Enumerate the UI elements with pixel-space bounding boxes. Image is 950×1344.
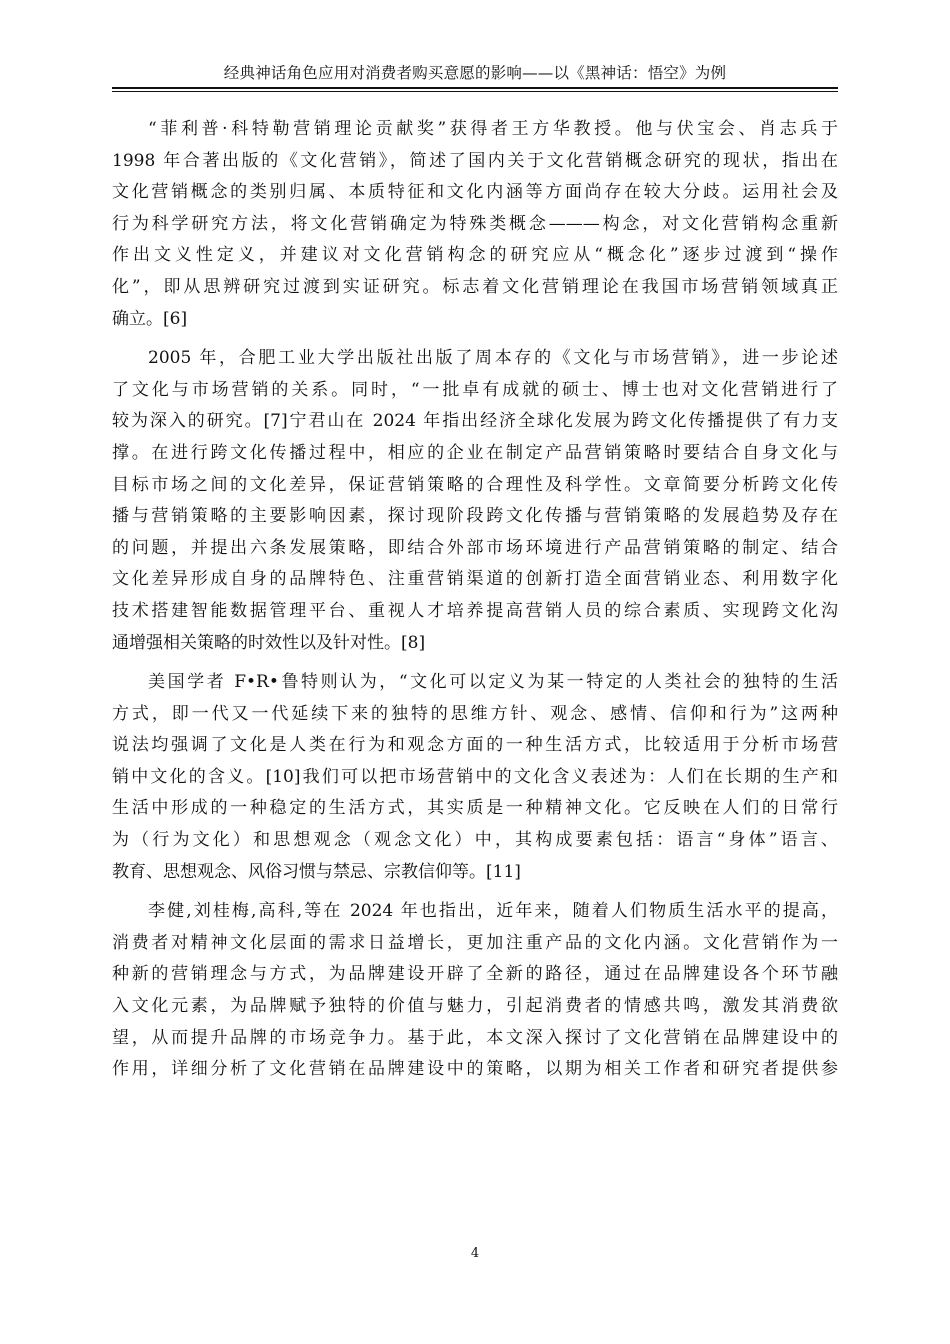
text-line: 入文化元素，为品牌赋予独特的价值与魅力，引起消费者的情感共鸣，激发其消费欲 xyxy=(112,996,838,1017)
text-line: 种新的营销理念与方式，为品牌建设开辟了全新的路径，通过在品牌建设各个环节融 xyxy=(112,964,838,985)
text-line: 了文化与市场营销的关系。同时，“一批卓有成就的硕士、博士也对文化营销进行了 xyxy=(112,379,838,400)
text-line: 的问题，并提出六条发展策略，即结合外部市场环境进行产品营销策略的制定、结合 xyxy=(112,537,838,558)
text-line: 2005 年，合肥工业大学出版社出版了周本存的《文化与市场营销》，进一步论述 xyxy=(148,348,838,369)
text-line: 为（行为文化）和思想观念（观念文化）中，其构成要素包括：语言“身体”语言、 xyxy=(112,830,838,851)
text-line: 目标市场之间的文化差异，保证营销策略的合理性及科学性。文章简要分析跨文化传 xyxy=(112,474,838,495)
header-rule-thin xyxy=(112,91,838,92)
text-line: 说法均强调了文化是人类在行为和观念方面的一种生活方式，比较适用于分析市场营 xyxy=(112,735,838,756)
text-line: “菲利普·科特勒营销理论贡献奖”获得者王方华教授。他与伏宝会、肖志兵于 xyxy=(148,119,838,139)
text-line: 望，从而提升品牌的市场竞争力。基于此，本文深入探讨了文化营销在品牌建设中的 xyxy=(112,1027,838,1048)
text-line: 美国学者 F•R•鲁特则认为，“文化可以定义为某一特定的人类社会的独特的生活 xyxy=(148,672,838,693)
text-line: 文化营销概念的类别归属、本质特征和文化内涵等方面尚存在较大分歧。运用社会及 xyxy=(112,182,838,203)
text-line: 生活中形成的一种稳定的生活方式，其实质是一种精神文化。它反映在人们的日常行 xyxy=(112,798,838,819)
running-header: 经典神话角色应用对消费者购买意愿的影响——以《黑神话：悟空》为例 xyxy=(223,64,727,82)
text-line: 作用，详细分析了文化营销在品牌建设中的策略，以期为相关工作者和研究者提供参 xyxy=(112,1059,838,1080)
text-line: 教育、思想观念、风俗习惯与禁忌、宗教信仰等。[11] xyxy=(112,861,521,882)
text-line: 化”，即从思辨研究过渡到实证研究。标志着文化营销理论在我国市场营销领域真正 xyxy=(112,276,838,297)
text-line: 1998 年合著出版的《文化营销》，简述了国内关于文化营销概念研究的现状，指出在 xyxy=(112,150,838,171)
text-line: 确立。[6] xyxy=(112,308,188,329)
text-line: 通增强相关策略的时效性以及针对性。[8] xyxy=(112,632,426,653)
page-number: 4 xyxy=(470,1246,480,1261)
body-paragraph xyxy=(112,667,838,888)
text-line: 消费者对精神文化层面的需求日益增长，更加注重产品的文化内涵。文化营销作为一 xyxy=(112,932,838,953)
text-line: 播与营销策略的主要影响因素，探讨现阶段跨文化传播与营销策略的发展趋势及存在 xyxy=(112,506,838,527)
text-line: 销中文化的含义。[10]我们可以把市场营销中的文化含义表述为：人们在长期的生产和 xyxy=(112,766,838,787)
body-paragraph xyxy=(112,114,838,335)
body-text xyxy=(112,114,838,1094)
text-line: 作出文义性定义，并建议对文化营销构念的研究应从“概念化”逐步过渡到“操作 xyxy=(112,245,838,266)
text-line: 撑。在进行跨文化传播过程中，相应的企业在制定产品营销策略时要结合自身文化与 xyxy=(112,442,838,463)
text-line: 较为深入的研究。[7]宁君山在 2024 年指出经济全球化发展为跨文化传播提供了有力支 xyxy=(112,411,838,432)
text-line: 方式，即一代又一代延续下来的独特的思维方针、观念、感情、信仰和行为”这两种 xyxy=(112,703,838,724)
text-line: 文化差异形成自身的品牌特色、注重营销渠道的创新打造全面营销业态、利用数字化 xyxy=(112,569,838,590)
body-paragraph xyxy=(112,343,838,659)
text-line: 行为科学研究方法，将文化营销确定为特殊类概念———构念，对文化营销构念重新 xyxy=(112,213,838,234)
header-rule-thick xyxy=(112,87,838,89)
text-line: 技术搭建智能数据管理平台、重视人才培养提高营销人员的综合素质、实现跨文化沟 xyxy=(112,600,838,621)
text-line: 李健,刘桂梅,高科,等在 2024 年也指出，近年来，随着人们物质生活水平的提高， xyxy=(148,901,838,922)
body-paragraph xyxy=(112,896,838,1086)
